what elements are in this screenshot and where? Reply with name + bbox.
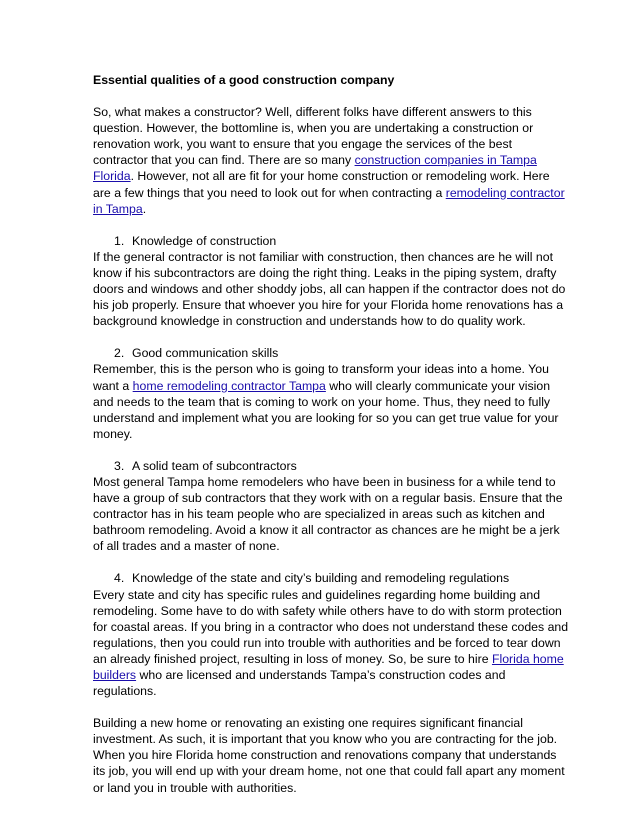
text-line: its job, you will end up with your dream home, not one that could fall apart any moment: [93, 764, 565, 779]
link-construction-companies-tampa[interactable]: construction companies in Tampa: [354, 153, 537, 168]
text-line: or land you in trouble with authorities.: [93, 780, 297, 795]
text-line: want a home remodeling contractor Tampa who will clearly communicate your vision: [93, 378, 551, 393]
text-line: understand and implement what you are looking for so you can get true value for your: [93, 410, 559, 425]
section-1: [93, 233, 578, 330]
link-florida-home-builders-cont[interactable]: builders: [93, 668, 137, 682]
link-remodeling-contractor[interactable]: remodeling contractor: [445, 185, 565, 200]
text-line: contractor has in his team people who are specialized in areas such as kitchen and: [93, 507, 545, 522]
section-heading: 4. Knowledge of the state and city’s building and remodeling regulations: [114, 571, 510, 586]
text-line: When you hire Florida home construction and renovations company that understands: [93, 748, 557, 763]
section-heading: 1. Knowledge of construction: [114, 233, 277, 248]
document-title: Essential qualities of a good construction company: [93, 73, 395, 87]
intro-paragraph: [93, 104, 578, 217]
text-line: question. However, the bottomline is, when you are undertaking a construction or: [93, 121, 534, 136]
text-line: are a few things that you need to look out for when contracting a remodeling contractor: [93, 185, 565, 200]
text-line: Every state and city has specific rules and guidelines regarding home building and: [93, 587, 541, 602]
text-line: doors and windows and other shoddy jobs, all can happen if the contractor does not do: [93, 282, 566, 297]
text-line: contractor that you can find. There are so many construction companies in Tampa: [93, 153, 537, 168]
text-line: remodeling. Some have to do with safety while others have to do with storm protection: [93, 603, 562, 618]
text-line: builders who are licensed and understands Tampa’s construction codes and: [93, 668, 506, 682]
text-line: regulations.: [93, 684, 157, 699]
text-line: Florida. However, not all are fit for your home construction or remodeling work. Here: [93, 169, 550, 184]
section-heading: 2. Good communication skills: [114, 346, 279, 361]
closing-paragraph: [93, 715, 578, 795]
text-line: for coastal areas. If you bring in a contractor who does not understand these codes and: [93, 619, 569, 634]
section-2: [93, 345, 578, 442]
text-line: So, what makes a constructor? Well, different folks have different answers to this: [93, 105, 532, 120]
link-construction-companies-tampa-cont[interactable]: Florida: [93, 169, 131, 184]
text-line: Remember, this is the person who is going to transform your ideas into a home. You: [93, 362, 549, 377]
section-3: [93, 458, 578, 555]
section-heading: 3. A solid team of subcontractors: [114, 458, 297, 473]
text-line: and needs to the team that is coming to work on your home. Thus, they need to fully: [93, 394, 551, 409]
text-line: Most general Tampa home remodelers who have been in business for a while tend to: [93, 474, 556, 489]
text-line: an already finished project, resulting in loss of money. So, be sure to hire Florida home: [93, 651, 564, 666]
text-line: regulations, then you could run into trouble with authorities and be forced to tear down: [93, 635, 561, 650]
link-remodeling-contractor-cont[interactable]: in Tampa: [93, 201, 143, 216]
text-line: background knowledge in construction and understands how to do quality work.: [93, 314, 526, 329]
text-line: If the general contractor is not familiar with construction, then chances are he will not: [93, 249, 553, 264]
text-line: money.: [93, 426, 133, 441]
text-line: know if his subcontractors are doing the right thing. Leaks in the piping system, drafty: [93, 265, 557, 280]
text-line: Building a new home or renovating an existing one requires significant financial: [93, 716, 523, 731]
link-florida-home-builders[interactable]: Florida home: [491, 651, 564, 666]
text-line: of all trades and a master of none.: [93, 539, 280, 554]
text-line: bathroom remodeling. Avoid a know it all contractor as chances are he might be a jerk: [93, 523, 560, 538]
text-line: investment. As such, it is important that you know who you are contracting for the job.: [93, 732, 558, 747]
text-line: have a group of sub contractors that they work with on a regular basis. Ensure that the: [93, 491, 563, 506]
text-line: renovation work, you want to ensure that you engage the services of the best: [93, 137, 513, 152]
link-home-remodeling-contractor-tampa[interactable]: home remodeling contractor Tampa: [132, 378, 326, 393]
text-line: his job properly. Ensure that whoever you hire for your Florida home renovations has a: [93, 298, 564, 313]
section-4: [93, 570, 578, 699]
text-line: in Tampa.: [93, 201, 147, 216]
